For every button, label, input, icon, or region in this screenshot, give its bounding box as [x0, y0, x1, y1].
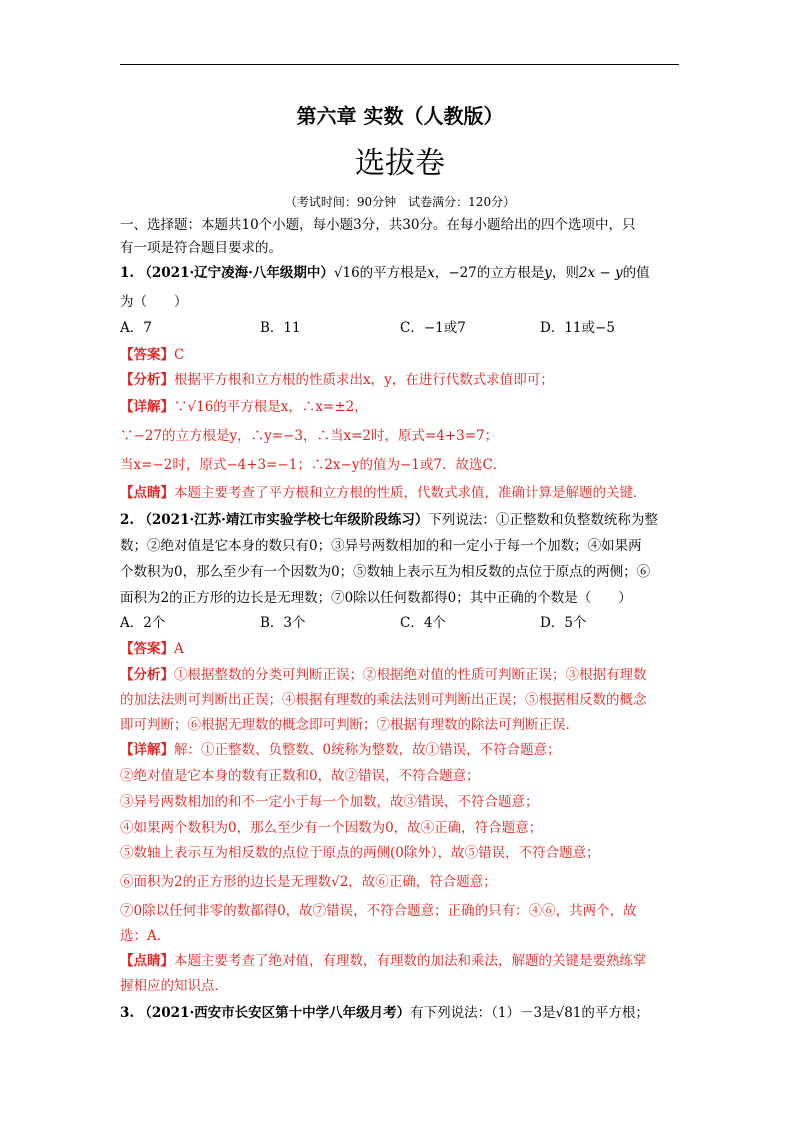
comment-line: 握相应的知识点．: [120, 978, 228, 994]
question-3-stem: [120, 1003, 680, 1023]
header-rule: [120, 64, 679, 65]
answer-line: [120, 639, 680, 659]
question-2-stem-cont: 数；②绝对值是它本身的数只有0；③异号两数相加的和一定小于每一个加数；④如果两: [120, 538, 642, 554]
math-sqrt16: √16: [333, 265, 360, 281]
analysis-text: 根据平方根和立方根的性质求出x，y，在进行代数式求值即可；: [174, 372, 554, 388]
stem-text: ，则: [551, 265, 579, 281]
stem-text: 的值: [622, 265, 650, 281]
analysis-label: 【分析】: [120, 372, 174, 388]
option-d: D．5个: [540, 615, 587, 631]
detail-line: ③异号两数相加的和不一定小于每一个加数，故③错误，不符合题意；: [120, 794, 539, 810]
chapter-title: 第六章 实数（人教版）: [296, 104, 504, 128]
question-number: 2.: [120, 512, 135, 528]
detail-line: ∵−27的立方根是y，∴y=−3，∴当x=2时，原式=4+3=7；: [120, 428, 499, 444]
option-c: C．−1或7: [400, 320, 466, 336]
analysis-label: 【分析】: [120, 667, 174, 683]
detail-line: ⑤数轴上表示互为相反数的点位于原点的两侧(0除外），故⑤错误，不符合题意；: [120, 845, 600, 861]
section-heading-cont: 有一项是符合题目要求的。: [120, 240, 282, 256]
question-2-stem: [120, 510, 680, 530]
section-heading: 一、选择题：本题共10个小题，每小题3分，共30分。在每小题给出的四个选项中，只: [120, 217, 636, 233]
stem-text: 下列说法：①正整数和负整数统称为整: [428, 512, 658, 528]
stem-text: 有下列说法：（1）－3是√81的平方根；: [410, 1005, 649, 1021]
option-c: C．4个: [400, 615, 446, 631]
stem-text: ，−27的立方根是: [434, 265, 545, 281]
analysis-line: [120, 370, 680, 390]
answer-label: 【答案】: [120, 347, 174, 363]
comment-line: [120, 951, 680, 971]
analysis-line: 即可判断；⑥根据无理数的概念即可判断；⑦根据有理数的除法可判断正误．: [120, 717, 579, 733]
analysis-line: [120, 665, 680, 685]
detail-line: ④如果两个数积为0，那么至少有一个因数为0，故④正确，符合题意；: [120, 820, 543, 836]
detail-text: ∵√16的平方根是x，∴x=±2，: [174, 399, 368, 415]
math-var-y: y: [544, 265, 552, 281]
question-source: （2021·辽宁凌海·八年级期中）: [138, 265, 334, 281]
question-2-stem-cont: 个数积为0，那么至少有一个因数为0；⑤数轴上表示互为相反数的点位于原点的两侧；⑥: [120, 564, 651, 580]
comment-label: 【点睛】: [120, 953, 174, 969]
exam-subtitle: 选拔卷: [355, 146, 445, 181]
stem-text: 的平方根是: [359, 265, 428, 281]
answer-value: C: [174, 347, 185, 363]
detail-line: [120, 397, 680, 417]
detail-label: 【详解】: [120, 399, 174, 415]
detail-label: 【详解】: [120, 742, 174, 758]
question-1-stem-cont: 为（ ）: [120, 294, 188, 310]
question-source: （2021·西安市长安区第十中学八年级月考）: [138, 1005, 411, 1021]
answer-value: A: [174, 641, 184, 657]
option-d: D．11或−5: [540, 320, 615, 336]
analysis-text: ①根据整数的分类可判断正误；②根据绝对值的性质可判断正误；③根据有理数: [174, 667, 647, 683]
detail-line: ⑥面积为2的正方形的边长是无理数√2，故⑥正确，符合题意；: [120, 874, 497, 890]
option-a: A．7: [120, 320, 152, 336]
question-source: （2021·江苏·靖江市实验学校七年级阶段练习）: [138, 512, 429, 528]
detail-line: 选：A．: [120, 928, 171, 944]
option-b: B．11: [260, 320, 301, 336]
comment-label: 【点睛】: [120, 485, 174, 501]
analysis-line: 的加法法则可判断出正误；④根据有理数的乘法法则可判断出正误；⑤根据相反数的概念: [120, 692, 647, 708]
question-number: 1.: [120, 265, 135, 281]
exam-info: （考试时间：90分钟 试卷满分：120分）: [284, 195, 516, 209]
question-1-stem: [120, 263, 680, 283]
option-b: B．3个: [260, 615, 306, 631]
detail-line: [120, 740, 680, 760]
detail-line: ⑦0除以任何非零的数都得0，故⑦错误，不符合题意；正确的只有：④⑥，共两个，故: [120, 903, 637, 919]
math-expression: 2x − y: [578, 265, 623, 281]
comment-text: 本题主要考查了平方根和立方根的性质，代数式求值，准确计算是解题的关键．: [174, 485, 647, 501]
question-2-stem-cont: 面积为2的正方形的边长是无理数；⑦0除以任何数都得0；其中正确的个数是（ ）: [120, 590, 632, 606]
option-a: A．2个: [120, 615, 166, 631]
math-var-x: x: [427, 265, 435, 281]
detail-line: 当x=−2时，原式−4+3=−1；∴2x−y的值为−1或7．故选C．: [120, 457, 507, 473]
comment-line: [120, 483, 680, 503]
detail-line: ②绝对值是它本身的数有正数和0，故②错误，不符合题意；: [120, 768, 480, 784]
comment-text: 本题主要考查了绝对值，有理数，有理数的加法和乘法，解题的关键是要熟练掌: [174, 953, 647, 969]
question-number: 3.: [120, 1005, 135, 1021]
answer-line: [120, 345, 680, 365]
detail-text: 解：①正整数、负整数、0统称为整数，故①错误，不符合题意；: [174, 742, 561, 758]
answer-label: 【答案】: [120, 641, 174, 657]
